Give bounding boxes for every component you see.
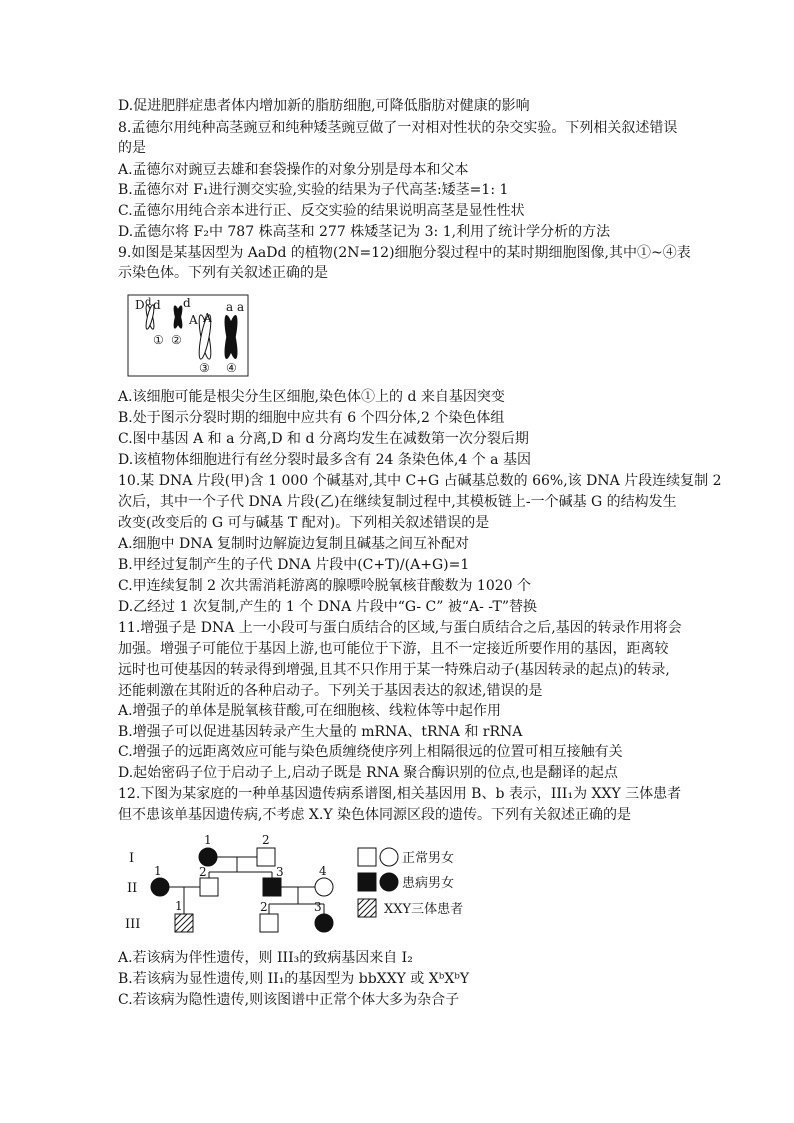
legend-affected-female: [380, 873, 398, 891]
generation-label: I: [129, 851, 135, 866]
q7-option-d: D.促进肥胖症患者体内增加新的脂肪细胞,可降低脂肪对健康的影响: [118, 98, 530, 114]
q11-option-d: D.起始密码子位于启动子上,启动子既是 RNA 聚合酶识别的位点,也是翻译的起点: [118, 765, 618, 781]
q8-stem-line-2: 的是: [118, 140, 146, 156]
gene-label: a: [237, 300, 245, 314]
q12-stem-line-2: 但不患该单基因遗传病,不考虑 X.Y 染色体同源区段的遗传。下列有关叙述正确的是: [118, 807, 632, 823]
chromosome-4: [222, 314, 240, 360]
individual-number: 1: [204, 833, 212, 847]
legend-affected-male: [358, 873, 376, 891]
q11-option-b: B.增强子可以促进基因转录产生大量的 mRNA、tRNA 和 rRNA: [118, 724, 523, 740]
q12-option-b: B.若该病为显性遗传,则 II₁的基因型为 bbXXY 或 XᵇXᵇY: [118, 971, 470, 987]
q10-stem-line-1: 10.某 DNA 片段(甲)含 1 000 个碱基对,其中 C+G 占碱基总数的 66%,该 DNA 片段连续复制 2: [118, 473, 722, 489]
q8-stem-line-1: 8.孟德尔用纯种高茎豌豆和纯种矮茎豌豆做了一对相对性状的杂交实验。下列相关叙述错误: [118, 120, 678, 136]
legend-affected-text: 患病男女: [402, 876, 455, 891]
individual-number: 2: [260, 900, 268, 914]
chromosome-number: ①: [153, 333, 164, 347]
individual-number: 3: [314, 900, 322, 914]
chromosome-number: ③: [199, 361, 210, 375]
q8-option-b: B.孟德尔对 F₁进行测交实验,实验的结果为子代高茎:矮茎=1: 1: [118, 182, 509, 198]
gene-label: A: [189, 313, 198, 327]
gene-label: d: [153, 298, 161, 312]
generation-label: II: [127, 881, 138, 896]
q9-option-c: C.图中基因 A 和 a 分离,D 和 d 分离均发生在减数第一次分裂后期: [118, 431, 529, 447]
q12-option-a: A.若该病为伴性遗传，则 III₃的致病基因来自 I₂: [118, 950, 413, 966]
q10-stem-line-2: 次后，其中一个子代 DNA 片段(乙)在继续复制过程中,其模板链上-一个碱基 G 的结构发生: [118, 494, 677, 510]
individual-II-3: [263, 878, 281, 896]
q11-stem-line-4: 还能刺激在其附近的各种启动子。下列关于基因表达的叙述,错误的是: [118, 683, 543, 699]
individual-III-2: [260, 914, 278, 932]
q9-option-a: A.该细胞可能是根尖分生区细胞,染色体①上的 d 来自基因突变: [118, 389, 505, 405]
q10-stem-line-3: 改变(改变后的 G 可与碱基 T 配对)。下列相关叙述错误的是: [118, 515, 490, 531]
individual-number: 2: [262, 833, 270, 847]
q9-option-d: D.该植物体细胞进行有丝分裂时最多含有 24 条染色体,4 个 a 基因: [118, 452, 531, 468]
generation-label: III: [125, 917, 141, 932]
chromosome-figure: [126, 293, 250, 379]
q10-option-a: A.细胞中 DNA 复制时边解旋边复制且碱基之间互补配对: [118, 536, 470, 552]
individual-II-1: [151, 878, 169, 896]
legend-xxy-square: [358, 899, 376, 917]
individual-II-4: [315, 878, 333, 896]
individual-III-3: [315, 914, 333, 932]
gene-label: a: [226, 300, 234, 314]
chromosome-number: ④: [226, 361, 237, 375]
individual-I-2: [257, 848, 275, 866]
legend-normal-male: [358, 848, 376, 866]
q8-option-a: A.孟德尔对豌豆去雄和套袋操作的对象分别是母本和父本: [118, 162, 469, 178]
q10-option-c: C.甲连续复制 2 次共需消耗游离的腺嘌呤脱氧核苷酸数为 1020 个: [118, 578, 531, 594]
q11-stem-line-1: 11.增强子是 DNA 上一小段可与蛋白质结合的区域,与蛋白质结合之后,基因的转录作用将会: [118, 620, 682, 636]
q10-option-d: D.乙经过 1 次复制,产生的 1 个 DNA 片段中“G- C” 被“A- -T”替换: [118, 599, 538, 615]
individual-number: 1: [175, 899, 183, 913]
legend-normal-female: [380, 848, 398, 866]
q10-option-b: B.甲经过复制产生的子代 DNA 片段中(C+T)/(A+G)=1: [118, 557, 470, 573]
q11-stem-line-3: 远时也可使基因的转录得到增强,且其不只作用于某一特殊启动子(基因转录的起点)的转录,: [118, 662, 670, 678]
q11-stem-line-2: 加强。增强子可能位于基因上游,也可能位于下游，且不一定接近所要作用的基因，距离较: [118, 641, 669, 657]
pedigree-chart: [120, 828, 480, 940]
q8-option-d: D.孟德尔将 F₂中 787 株高茎和 277 株矮茎记为 3: 1,利用了统计学分析的方法: [118, 224, 611, 240]
q9-stem-line-1: 9.如图是某基因型为 AaDd 的植物(2N=12)细胞分裂过程中的某时期细胞图像,其中①~④表: [118, 245, 691, 261]
individual-II-2: [200, 878, 218, 896]
q12-option-c: C.若该病为隐性遗传,则该图谱中正常个体大多为杂合子: [118, 992, 460, 1008]
q12-stem-line-1: 12.下图为某家庭的一种单基因遗传病系谱图,相关基因用 B、b 表示，III₁为 XXY 三体患者: [118, 786, 682, 802]
q8-option-c: C.孟德尔用纯合亲本进行正、反交实验的结果说明高茎是显性性状: [118, 203, 525, 219]
gene-label: A: [203, 311, 212, 325]
chromosome-number: ②: [171, 333, 182, 347]
legend-normal-text: 正常男女: [402, 851, 455, 866]
gene-label: d: [183, 296, 191, 310]
q11-option-c: C.增强子的远距离效应可能与染色质缠绕使序列上相隔很远的位置可相互接触有关: [118, 744, 623, 760]
q9-option-b: B.处于图示分裂时期的细胞中应共有 6 个四分体,2 个染色体组: [118, 410, 505, 426]
individual-number: 2: [199, 865, 207, 879]
gene-label: D: [135, 298, 145, 312]
individual-number: 3: [276, 865, 284, 879]
gene-label: d: [145, 297, 152, 308]
individual-number: 1: [154, 864, 162, 878]
q9-stem-line-2: 示染色体。下列有关叙述正确的是: [118, 265, 328, 281]
individual-number: 4: [319, 864, 327, 878]
pedigree-legend: [358, 848, 463, 917]
individual-I-1: [199, 848, 217, 866]
q11-option-a: A.增强子的单体是脱氧核苷酸,可在细胞核、线粒体等中起作用: [118, 703, 502, 719]
legend-xxy-text: XXY三体患者: [384, 902, 464, 917]
individual-III-1: [175, 914, 193, 932]
